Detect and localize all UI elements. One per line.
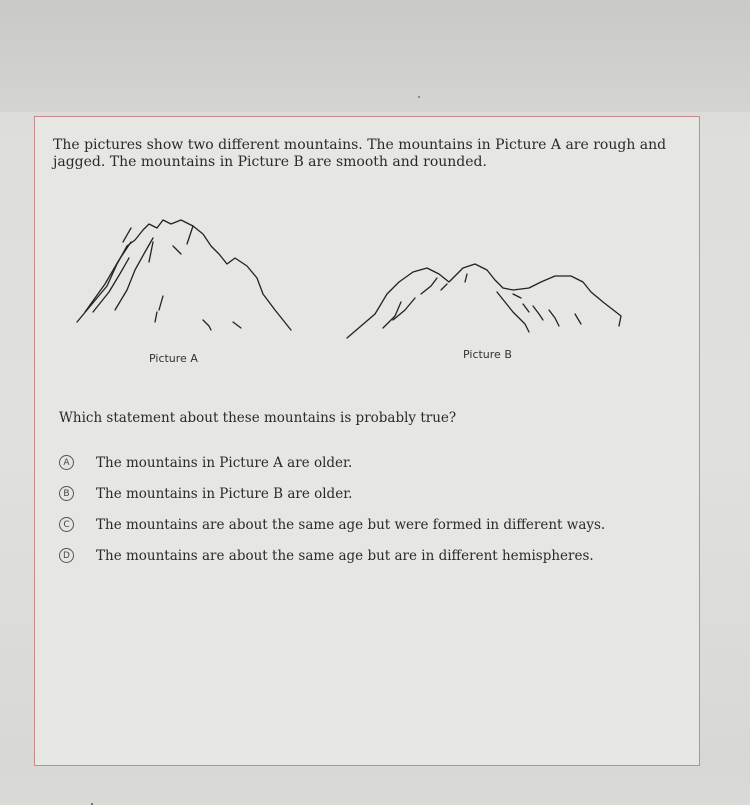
option-c-text: The mountains are about the same age but were formed in different ways. — [96, 516, 606, 533]
option-b-bubble[interactable]: B — [59, 486, 74, 501]
mountain-illustrations — [35, 202, 701, 372]
intro-text: The pictures show two different mountains. The mountains in Picture A are rough and jagged. The mountains in Picture B are smooth and rounded. — [53, 137, 667, 170]
option-c[interactable] — [59, 509, 689, 540]
option-b[interactable] — [59, 478, 689, 509]
paper-speck — [418, 96, 420, 98]
question-card — [34, 116, 700, 766]
background-band — [0, 0, 750, 112]
picture-a-drawing — [77, 220, 291, 330]
picture-b-drawing — [347, 264, 621, 338]
option-a-text: The mountains in Picture A are older. — [96, 454, 353, 471]
option-d-text: The mountains are about the same age but are in different hemispheres. — [96, 547, 594, 564]
picture-a-label: Picture A — [149, 352, 198, 365]
option-b-text: The mountains in Picture B are older. — [96, 485, 353, 502]
option-c-bubble[interactable]: C — [59, 517, 74, 532]
option-a[interactable] — [59, 447, 689, 478]
option-d-bubble[interactable]: D — [59, 548, 74, 563]
picture-b-label: Picture B — [463, 348, 512, 361]
question-text: Which statement about these mountains is probably true? — [59, 410, 457, 426]
option-a-bubble[interactable]: A — [59, 455, 74, 470]
option-d[interactable] — [59, 540, 689, 571]
answer-options — [59, 447, 689, 571]
